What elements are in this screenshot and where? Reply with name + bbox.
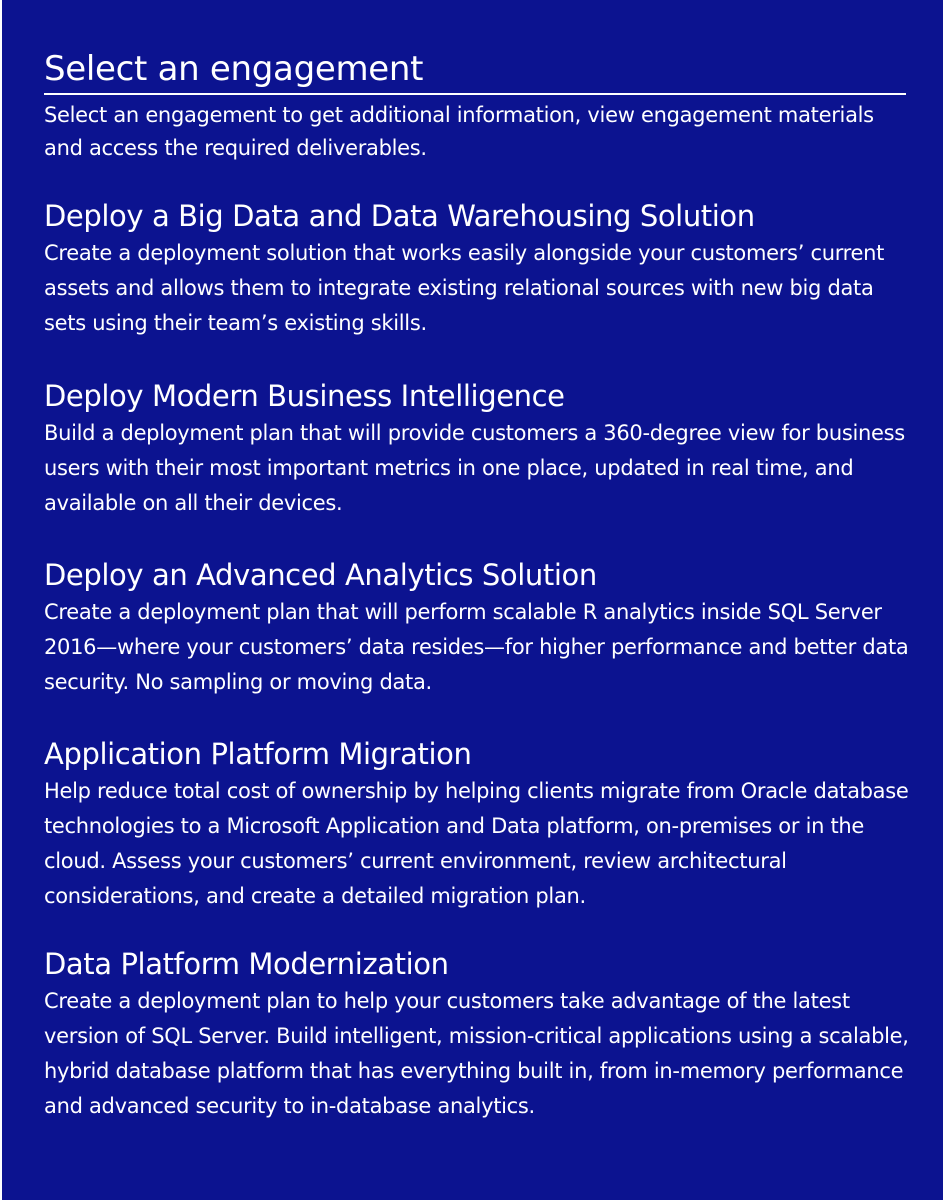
title-divider: [44, 93, 906, 95]
engagement-description: Create a deployment plan that will perform scalable R analytics inside SQL Server 2016—where your customers’ data resides—for higher performance and better data security. No sampling or moving data.: [44, 600, 909, 694]
page-header: [44, 46, 906, 165]
engagement-title[interactable]: Data Platform Modernization: [44, 947, 449, 981]
engagement-title[interactable]: Deploy an Advanced Analytics Solution: [44, 558, 597, 592]
intro-text: Select an engagement to get additional information, view engagement materials and access the required deliverables.: [44, 103, 874, 160]
page-title: Select an engagement: [44, 49, 424, 89]
engagement-description: Build a deployment plan that will provide customers a 360-degree view for business users with their most important metrics in one place, updated in real time, and available on all their devices.: [44, 421, 905, 515]
engagement-advanced-analytics[interactable]: [44, 557, 910, 700]
engagement-description: Help reduce total cost of ownership by helping clients migrate from Oracle database technologies to a Microsoft Application and Data platform, on-premises or in the cloud. Assess your customers’ current environment, review architectural considerations, and create a detailed migration plan.: [44, 779, 909, 908]
engagement-data-platform-modernization[interactable]: [44, 946, 910, 1124]
engagement-app-platform-migration[interactable]: [44, 736, 910, 914]
engagement-panel: [2, 0, 943, 1200]
engagement-title[interactable]: Application Platform Migration: [44, 737, 472, 771]
engagement-title[interactable]: Deploy a Big Data and Data Warehousing Solution: [44, 199, 755, 233]
engagement-description: Create a deployment plan to help your customers take advantage of the latest version of SQL Server. Build intelligent, mission-critical applications using a scalable, hybrid database platform that has everything built in, from in-memory performance and advanced security to in-database analytics.: [44, 989, 909, 1118]
engagement-description: Create a deployment solution that works easily alongside your customers’ current assets and allows them to integrate existing relational sources with new big data sets using their team’s existing skills.: [44, 241, 885, 335]
engagement-big-data[interactable]: [44, 198, 910, 341]
engagement-title[interactable]: Deploy Modern Business Intelligence: [44, 379, 565, 413]
engagement-modern-bi[interactable]: [44, 378, 910, 521]
